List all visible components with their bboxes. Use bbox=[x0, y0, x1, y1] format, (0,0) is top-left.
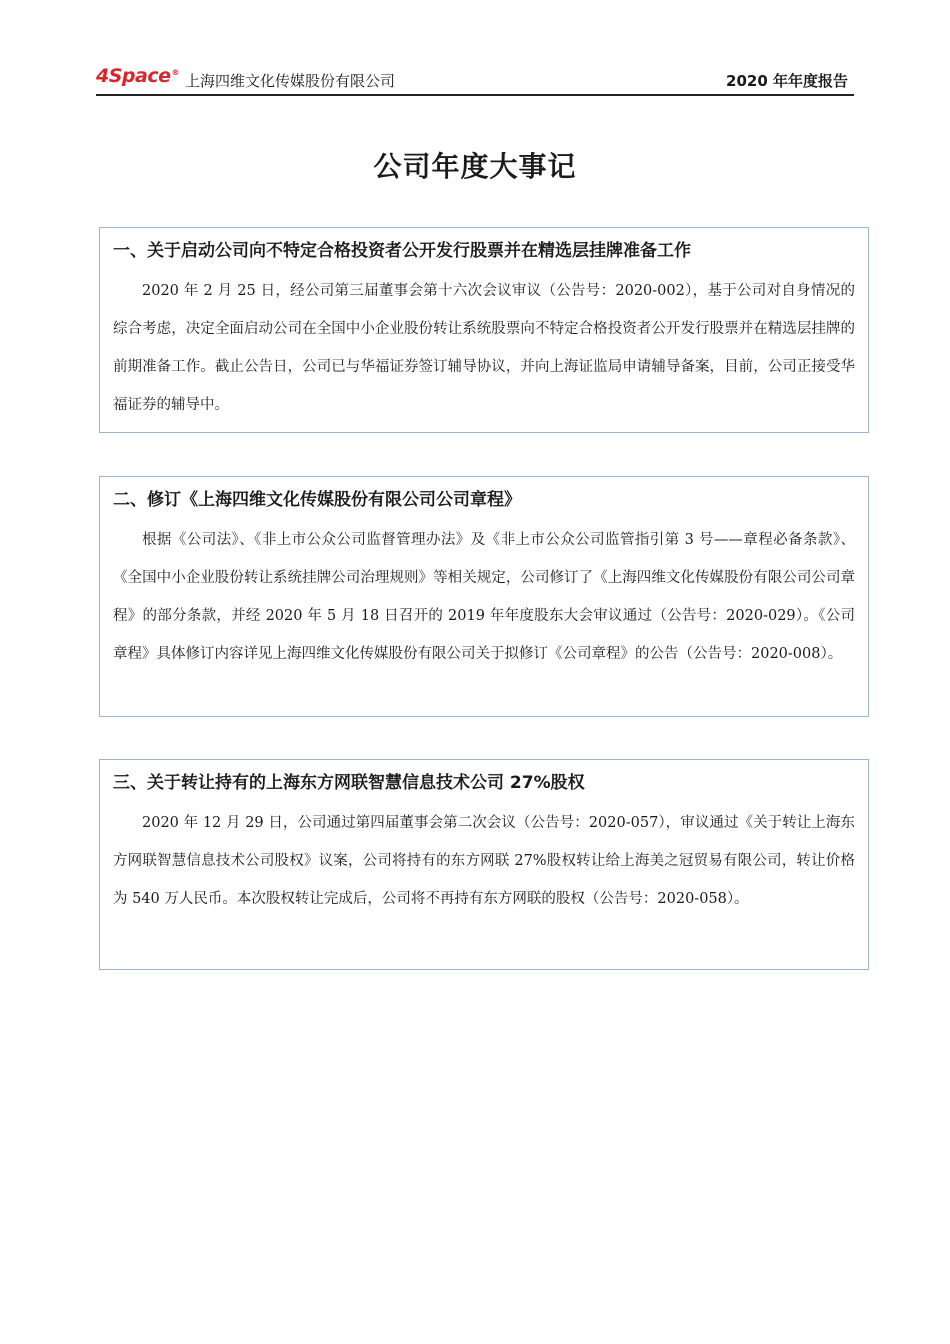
logo-number: 4 bbox=[96, 65, 109, 87]
section-body: 2020 年 12 月 29 日，公司通过第四届董事会第二次会议（公告号：2020-057），审议通过《关于转让上海东方网联智慧信息技术公司股权》议案，公司将持有的东方网联 27%股权转让给上海美之冠贸易有限公司，转让价格为 540 万人民币。本次股权转让完成后，公司将不再持有东方网联的股权（公告号：2020-058）。 bbox=[113, 815, 855, 907]
event-section-3 bbox=[99, 759, 869, 970]
section-body: 2020 年 2 月 25 日，经公司第三届董事会第十六次会议审议（公告号：2020-002），基于公司对自身情况的综合考虑，决定全面启动公司在全国中小企业股份转让系统股票向不特定合格投资者公开发行股票并在精选层挂牌的前期准备工作。截止公告日，公司已与华福证券签订辅导协议，并向上海证监局申请辅导备案，目前，公司正接受华福证券的辅导中。 bbox=[113, 283, 855, 413]
logo-wordmark: Space bbox=[108, 65, 171, 87]
registered-mark: ® bbox=[171, 67, 179, 77]
header-report-label: 2020 年年度报告 bbox=[726, 72, 848, 90]
page-title: 公司年度大事记 bbox=[373, 150, 577, 183]
section-heading: 一、关于启动公司向不特定合格投资者公开发行股票并在精选层挂牌准备工作 bbox=[113, 241, 691, 261]
header-company-name: 上海四维文化传媒股份有限公司 bbox=[185, 72, 396, 90]
section-heading: 三、关于转让持有的上海东方网联智慧信息技术公司 27%股权 bbox=[113, 773, 585, 793]
event-section-1 bbox=[99, 227, 869, 433]
page-header bbox=[96, 64, 854, 96]
company-logo bbox=[96, 65, 179, 87]
section-body: 根据《公司法》、《非上市公众公司监督管理办法》及《非上市公众公司监管指引第 3 号——章程必备条款》、《全国中小企业股份转让系统挂牌公司治理规则》等相关规定，公司修订了《上海四维文化传媒股份有限公司公司章程》的部分条款，并经 2020 年 5 月 18 日召开的 2019 年年度股东大会审议通过（公告号：2020-029）。《公司章程》具体修订内容详见上海四维文化传媒股份有限公司关于拟修订《公司章程》的公告（公告号：2020-008）。 bbox=[113, 532, 855, 662]
event-section-2 bbox=[99, 476, 869, 717]
section-heading: 二、修订《上海四维文化传媒股份有限公司公司章程》 bbox=[113, 490, 521, 510]
